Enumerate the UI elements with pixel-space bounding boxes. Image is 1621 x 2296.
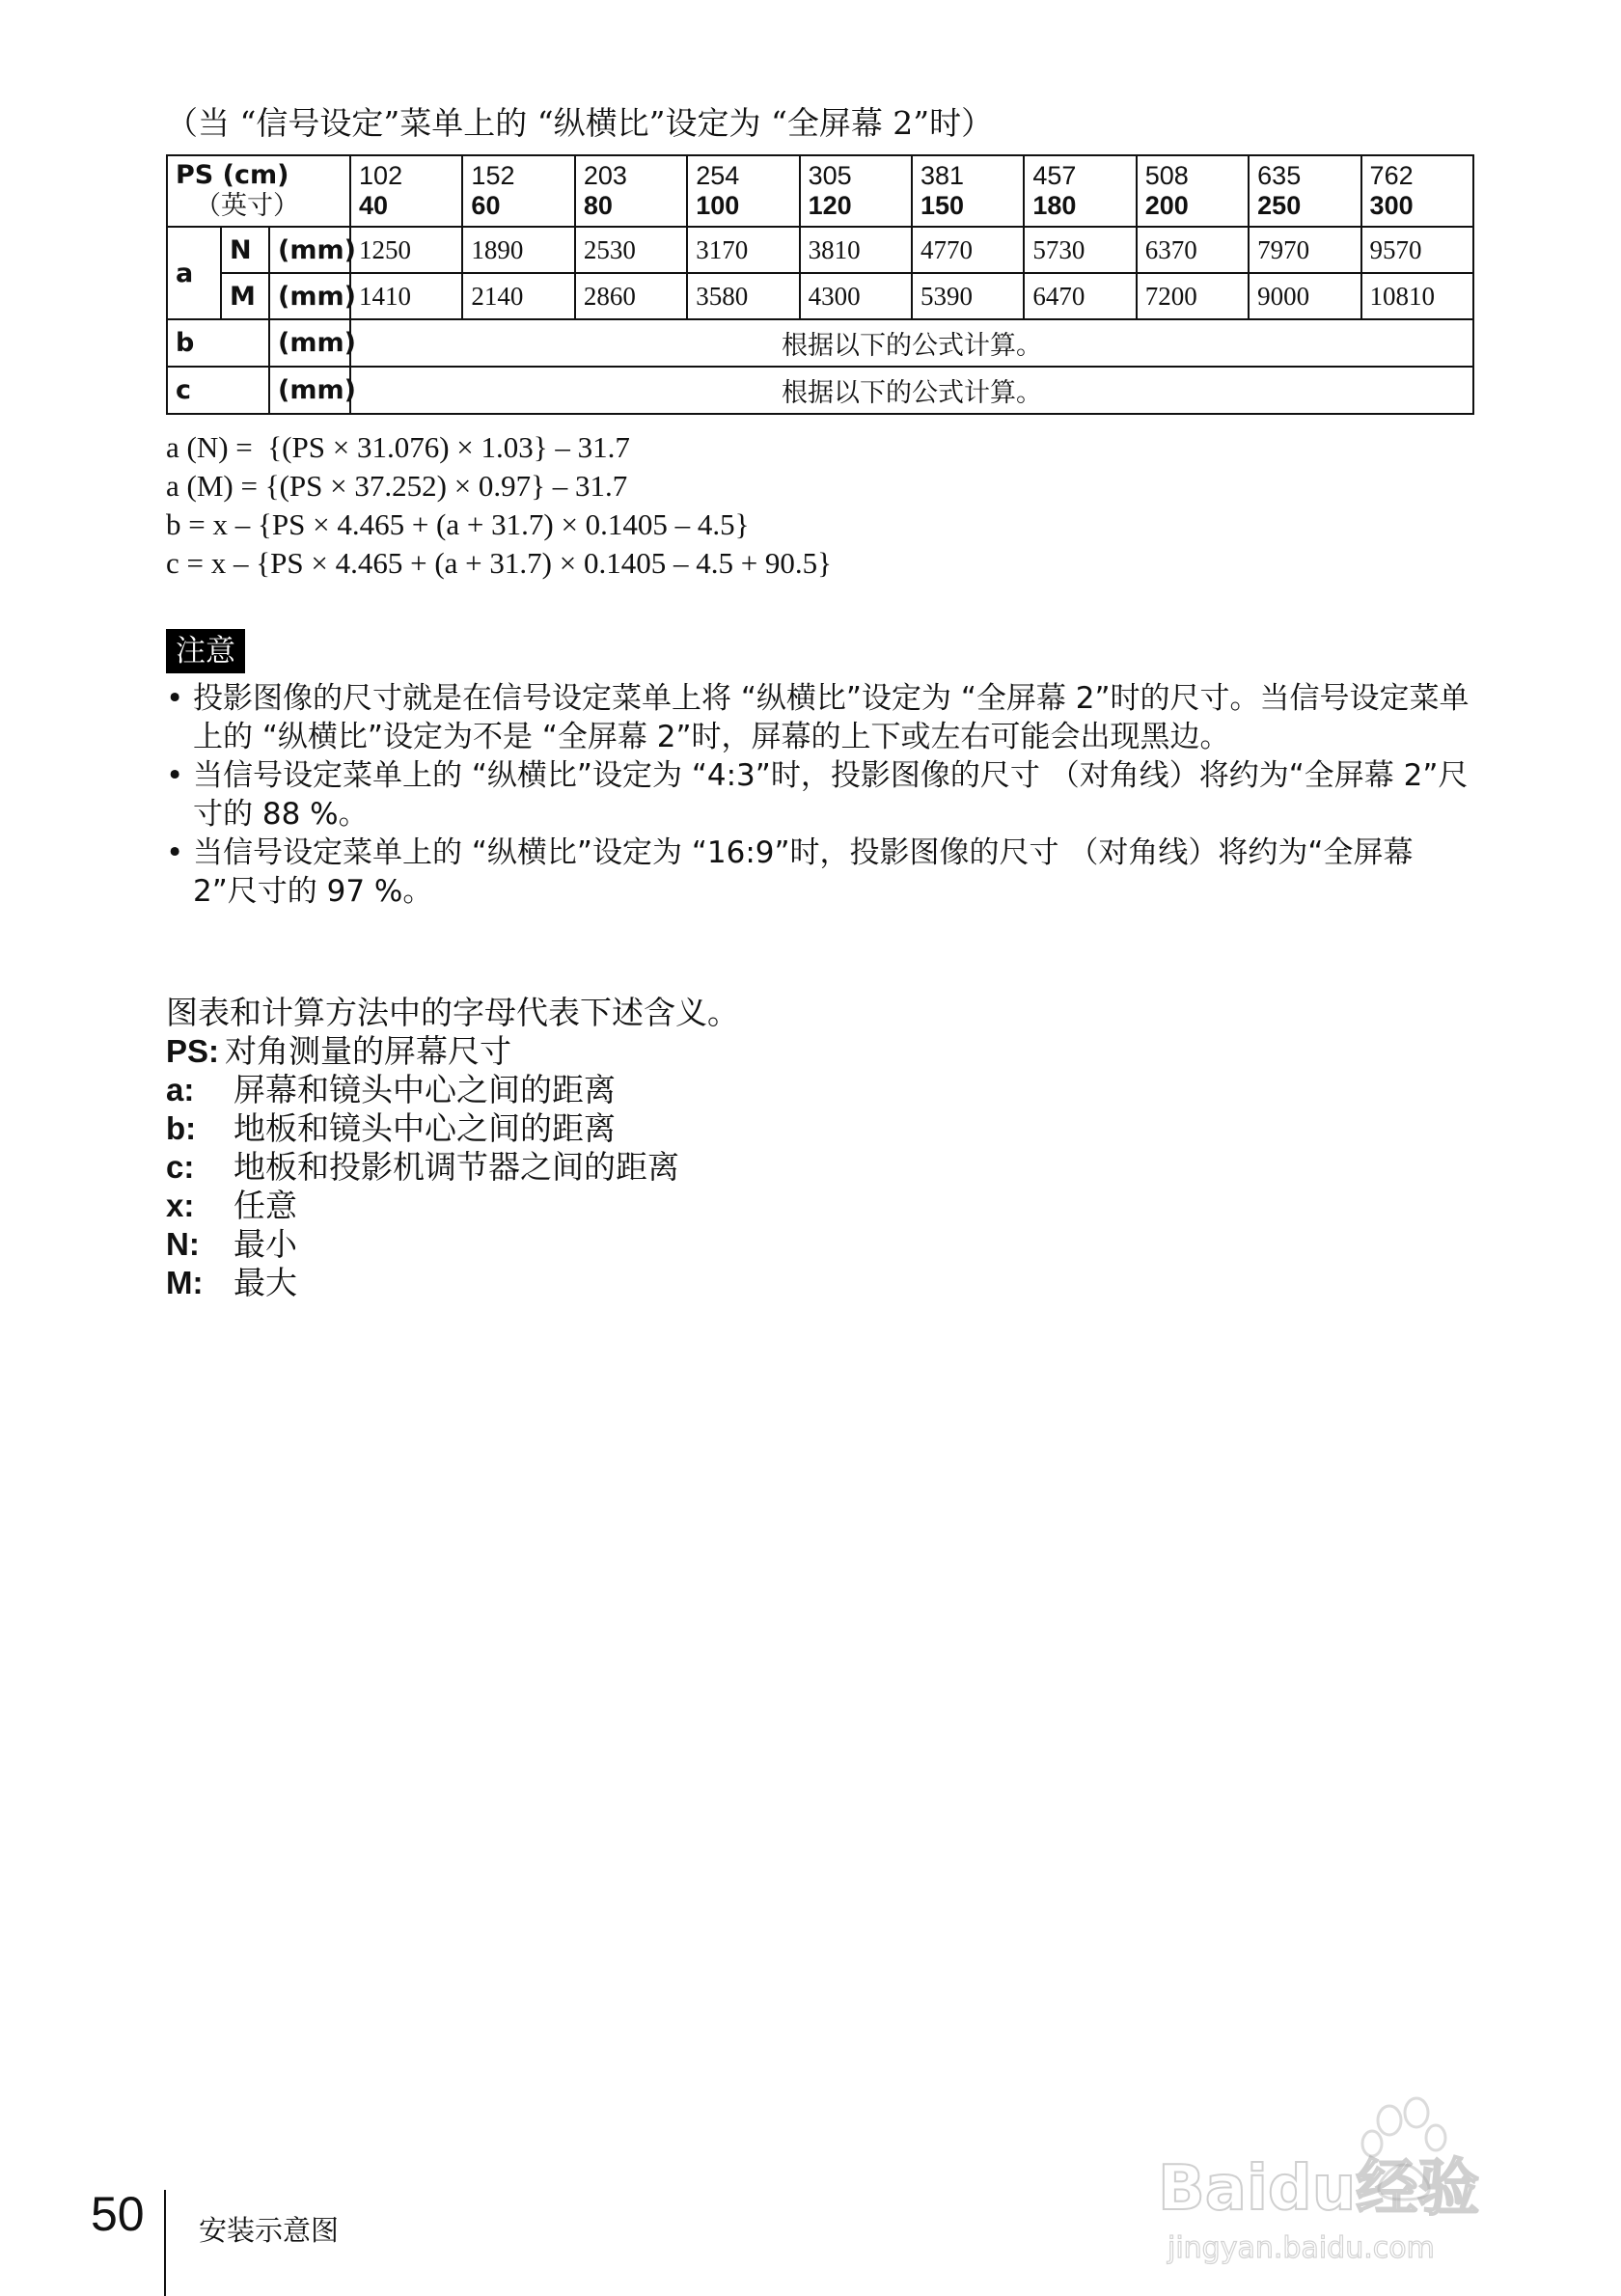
footer-divider (164, 2190, 166, 2296)
n-value: 6370 (1137, 227, 1249, 273)
table-row-c (167, 367, 1473, 414)
legend-desc: 对角测量的屏幕尺寸 (225, 1032, 512, 1070)
legend-key: x: (166, 1188, 195, 1223)
page-number: 50 (91, 2187, 145, 2241)
projection-distance-table (166, 154, 1474, 415)
n-value: 3170 (687, 227, 799, 273)
legend-item (166, 1148, 739, 1187)
legend-item (166, 1225, 739, 1264)
table-caption: （当 “信号设定”菜单上的 “纵横比”设定为 “全屏幕 2”时） (166, 104, 994, 142)
row-n-label: N (221, 227, 269, 273)
ps-column-6: 381 150 (912, 155, 1024, 227)
row-b-label: b (167, 319, 269, 367)
table-row-a-n (167, 227, 1473, 273)
ps-header-cell (167, 155, 350, 227)
row-c-formula-note: 根据以下的公式计算。 (350, 367, 1473, 414)
legend-item (166, 1109, 739, 1148)
table-row-b (167, 319, 1473, 367)
legend-block (166, 994, 739, 1302)
baidu-watermark-logo (1158, 2074, 1544, 2267)
ps-column-8: 508 200 (1137, 155, 1249, 227)
legend-item (166, 1071, 739, 1109)
watermark-brand: Baidu经验 (1158, 2153, 1480, 2225)
n-value: 7970 (1249, 227, 1360, 273)
row-b-formula-note: 根据以下的公式计算。 (350, 319, 1473, 367)
ps-label: PS (cm) (176, 160, 289, 190)
legend-item (166, 1032, 739, 1071)
formula-c: c = x – {PS × 4.465 + (a + 31.7) × 0.1405 – 4.5 + 90.5} (166, 546, 833, 580)
note-item: • 当信号设定菜单上的 “纵横比”设定为 “4:3”时，投影图像的尺寸 （对角线）将约为“全屏幕 2”尺寸的 88 %。 (166, 756, 1478, 834)
legend-desc: 地板和镜头中心之间的距离 (234, 1109, 616, 1147)
legend-key: a: (166, 1072, 195, 1107)
m-value: 2140 (462, 273, 574, 319)
row-a-label: a (167, 227, 221, 319)
legend-key: M: (166, 1265, 204, 1300)
n-value: 4770 (912, 227, 1024, 273)
ps-column-1: 102 40 (350, 155, 462, 227)
legend-desc: 最小 (234, 1225, 297, 1263)
m-value: 6470 (1024, 273, 1136, 319)
n-value: 3810 (800, 227, 912, 273)
n-value: 9570 (1361, 227, 1473, 273)
formula-a-m: a (M) = {(PS × 37.252) × 0.97} – 31.7 (166, 469, 628, 503)
row-b-unit: (mm) (269, 319, 350, 367)
legend-intro: 图表和计算方法中的字母代表下述含义。 (166, 994, 739, 1031)
row-c-unit: (mm) (269, 367, 350, 414)
legend-desc: 屏幕和镜头中心之间的距离 (234, 1071, 616, 1108)
n-value: 1250 (350, 227, 462, 273)
legend-key: N: (166, 1226, 200, 1262)
table-row-a-m (167, 273, 1473, 319)
watermark-url: jingyan.baidu.com (1168, 2231, 1435, 2265)
formula-b: b = x – {PS × 4.465 + (a + 31.7) × 0.1405 – 4.5} (166, 507, 750, 541)
ps-column-3: 203 80 (575, 155, 687, 227)
formula-block (166, 428, 832, 583)
m-value: 4300 (800, 273, 912, 319)
legend-desc: 最大 (234, 1264, 297, 1301)
m-value: 3580 (687, 273, 799, 319)
notes-list (166, 679, 1478, 911)
ps-column-5: 305 120 (800, 155, 912, 227)
n-value: 1890 (462, 227, 574, 273)
m-value: 7200 (1137, 273, 1249, 319)
ps-column-7: 457 180 (1024, 155, 1136, 227)
legend-desc: 地板和投影机调节器之间的距离 (234, 1148, 679, 1186)
n-value: 5730 (1024, 227, 1136, 273)
ps-column-10: 762 300 (1361, 155, 1473, 227)
ps-column-9: 635 250 (1249, 155, 1360, 227)
legend-key: c: (166, 1149, 195, 1185)
m-value: 1410 (350, 273, 462, 319)
m-value: 9000 (1249, 273, 1360, 319)
ps-column-2: 152 60 (462, 155, 574, 227)
legend-item (166, 1264, 739, 1302)
legend-key: b: (166, 1110, 197, 1146)
m-value: 10810 (1361, 273, 1473, 319)
ps-sub-label: （英寸） (195, 191, 299, 221)
m-value: 5390 (912, 273, 1024, 319)
n-value: 2530 (575, 227, 687, 273)
formula-a-n: a (N) = {(PS × 31.076) × 1.03} – 31.7 (166, 430, 630, 464)
footer-section-label: 安装示意图 (199, 2214, 340, 2247)
ps-column-4: 254 100 (687, 155, 799, 227)
note-item: • 投影图像的尺寸就是在信号设定菜单上将 “纵横比”设定为 “全屏幕 2”时的尺寸。当信号设定菜单上的 “纵横比”设定为不是 “全屏幕 2”时，屏幕的上下或左右可能会出现黑边。 (166, 679, 1478, 756)
row-m-unit: (mm) (269, 273, 350, 319)
m-value: 2860 (575, 273, 687, 319)
legend-item (166, 1187, 739, 1225)
note-item: • 当信号设定菜单上的 “纵横比”设定为 “16:9”时，投影图像的尺寸 （对角线）将约为“全屏幕 2”尺寸的 97 %。 (166, 834, 1478, 911)
note-heading: 注意 (166, 629, 245, 673)
row-m-label: M (221, 273, 269, 319)
row-c-label: c (167, 367, 269, 414)
legend-key: PS: (166, 1033, 220, 1069)
table-header-row (167, 155, 1473, 227)
legend-desc: 任意 (234, 1187, 297, 1224)
row-n-unit: (mm) (269, 227, 350, 273)
